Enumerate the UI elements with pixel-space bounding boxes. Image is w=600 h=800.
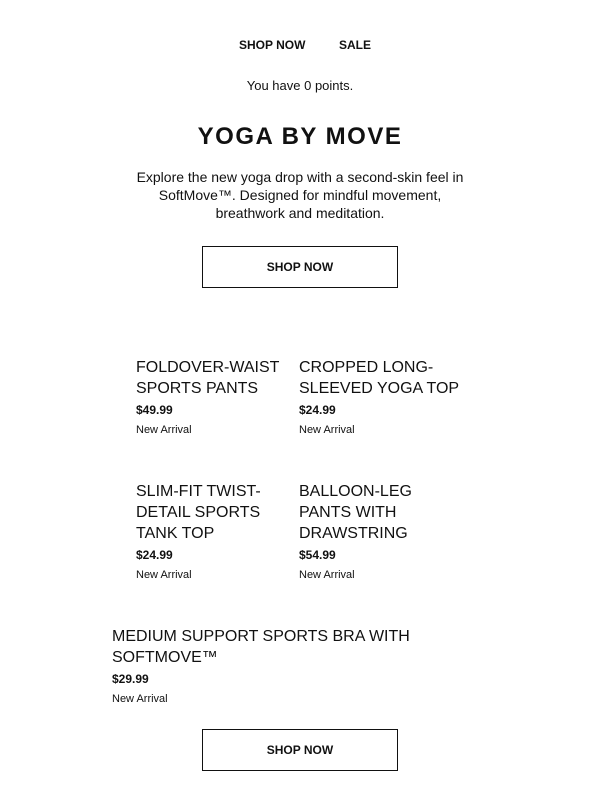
shop-now-button-top[interactable]: SHOP NOW xyxy=(202,246,398,288)
product-name[interactable]: MEDIUM SUPPORT SPORTS BRA WITH SOFTMOVE™ xyxy=(112,628,410,666)
nav-sale-link[interactable]: SALE xyxy=(339,38,372,52)
product-card[interactable] xyxy=(299,481,449,582)
shop-now-button-bottom[interactable]: SHOP NOW xyxy=(202,729,398,771)
product-card[interactable] xyxy=(112,626,442,706)
product-price: $29.99 xyxy=(112,672,149,686)
product-name[interactable]: FOLDOVER-WAIST SPORTS PANTS xyxy=(136,359,280,397)
product-card[interactable] xyxy=(136,481,286,582)
campaign-headline: YOGA BY MOVE xyxy=(197,123,403,150)
campaign-description: Explore the new yoga drop with a second-skin feel in SoftMove™. Designed for mindful movement, breathwork and meditation. xyxy=(136,169,464,221)
product-name[interactable]: CROPPED LONG-SLEEVED YOGA TOP xyxy=(299,359,460,397)
product-badge: New Arrival xyxy=(112,693,168,705)
points-balance: You have 0 points. xyxy=(246,78,354,93)
product-price: $24.99 xyxy=(136,548,173,562)
nav-shop-now-link[interactable]: SHOP NOW xyxy=(239,38,306,52)
product-badge: New Arrival xyxy=(136,569,192,581)
product-card[interactable] xyxy=(299,357,469,437)
product-name[interactable]: SLIM-FIT TWIST-DETAIL SPORTS TANK TOP xyxy=(136,483,261,542)
product-badge: New Arrival xyxy=(136,424,192,436)
product-badge: New Arrival xyxy=(299,424,355,436)
product-badge: New Arrival xyxy=(299,569,355,581)
product-price: $54.99 xyxy=(299,548,336,562)
product-price: $49.99 xyxy=(136,403,173,417)
product-name[interactable]: BALLOON-LEG PANTS WITH DRAWSTRING xyxy=(299,483,412,542)
product-price: $24.99 xyxy=(299,403,336,417)
product-card[interactable] xyxy=(136,357,291,437)
top-nav xyxy=(0,38,600,54)
